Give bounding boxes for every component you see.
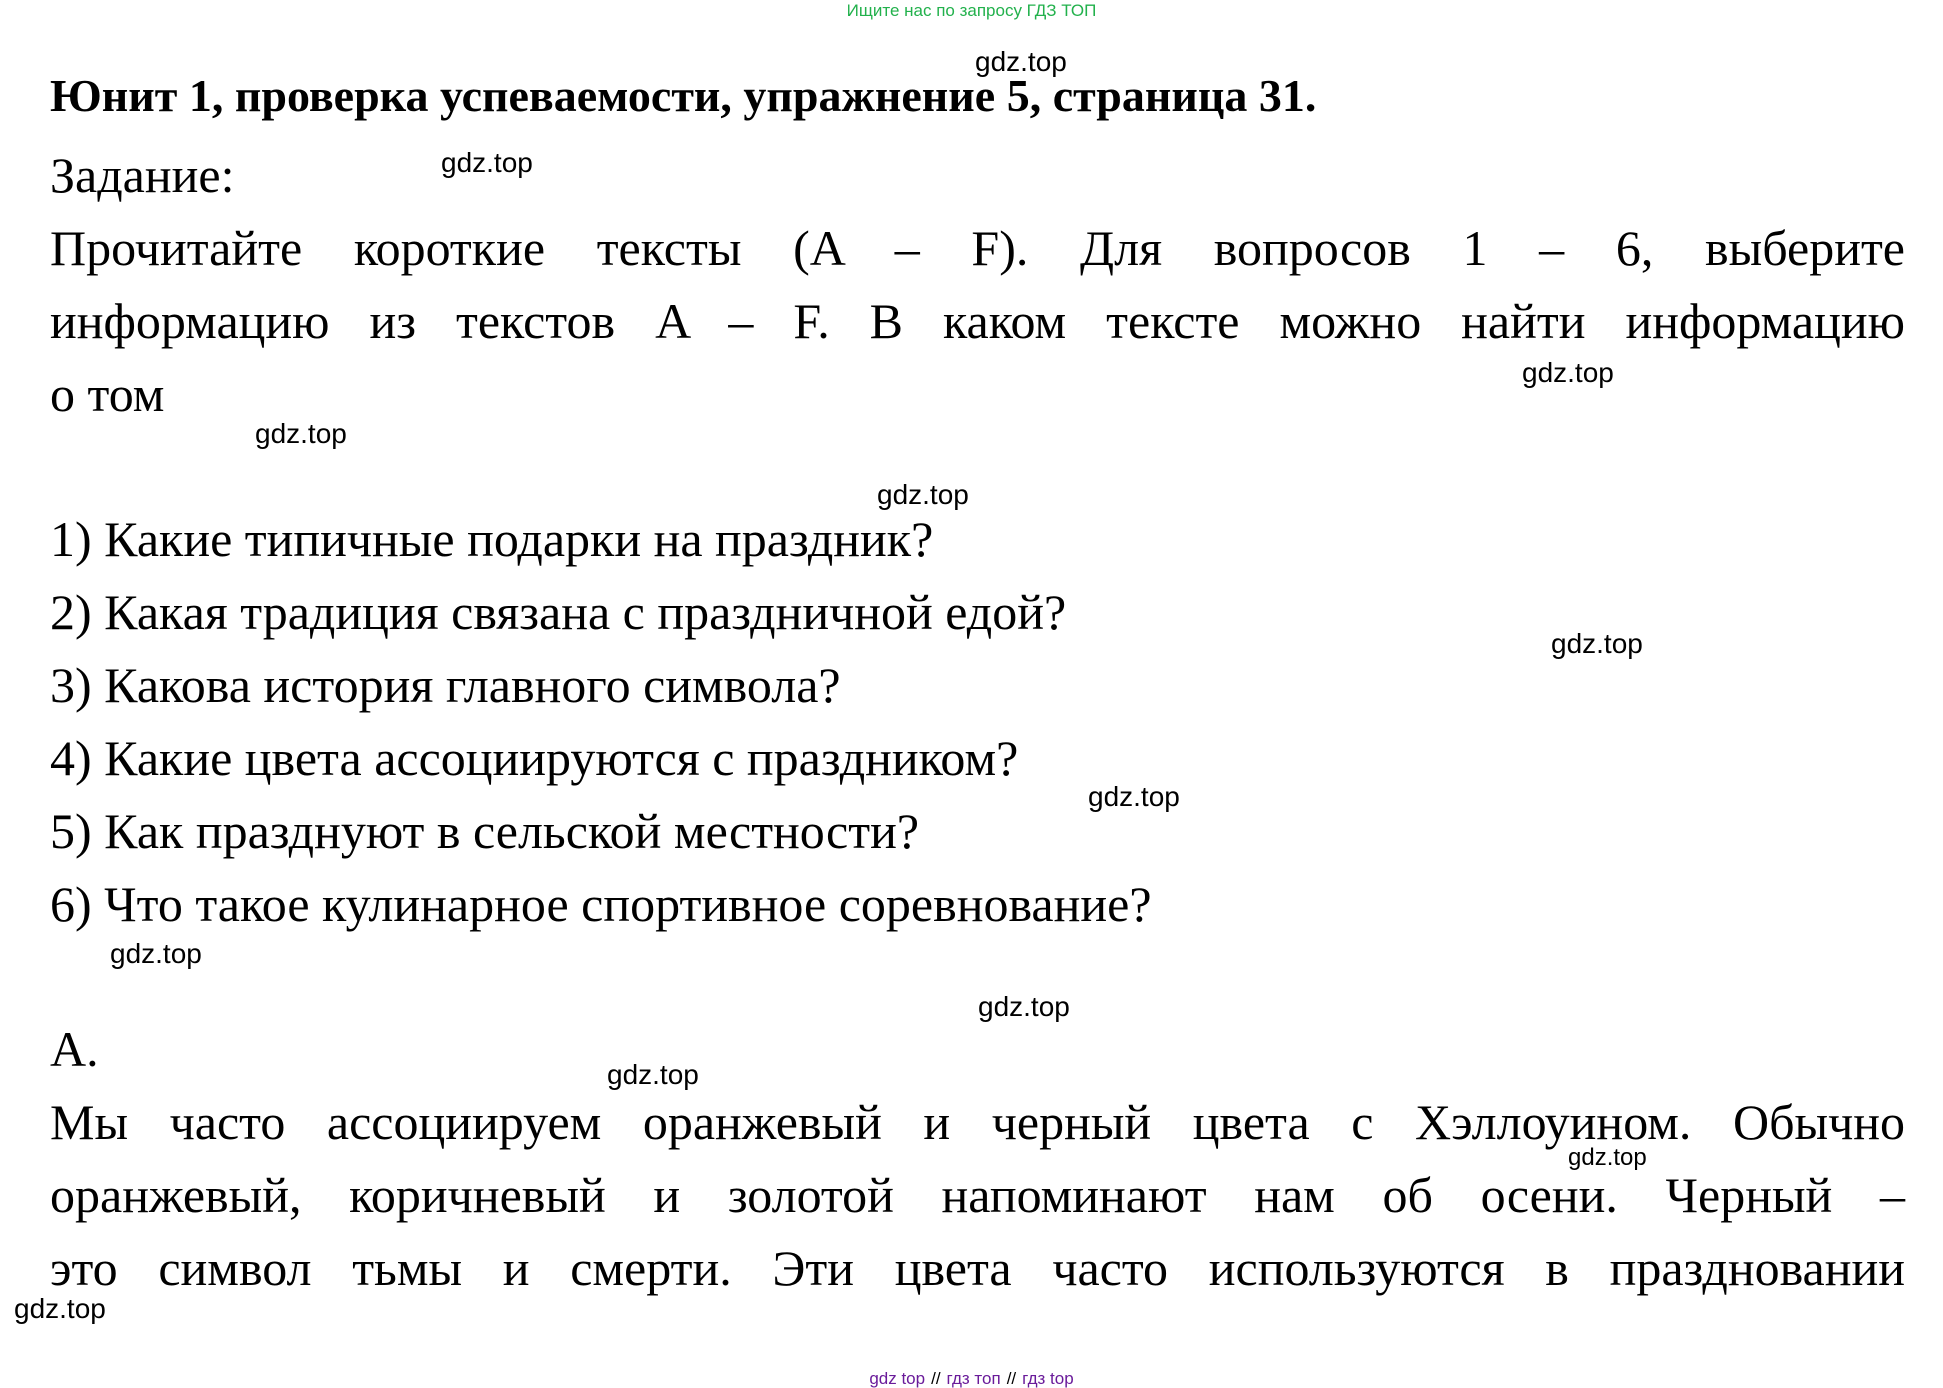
watermark: gdz.top: [607, 1059, 699, 1090]
text-a-line-1: Мы часто ассоциируем оранжевый и черный цвета с Хэллоуином. Обычно: [50, 1094, 1905, 1150]
instruction-line-2: информацию из текстов A – F. В каком тексте можно найти информацию: [50, 293, 1905, 349]
watermark: gdz.top: [877, 479, 969, 510]
question-4: 4) Какие цвета ассоциируются с праздником?: [50, 730, 1019, 786]
watermark: gdz.top: [441, 147, 533, 178]
footer-link[interactable]: гдз топ: [946, 1369, 1001, 1388]
watermark: gdz.top: [975, 46, 1067, 77]
watermark: gdz.top: [1551, 628, 1643, 659]
instruction-line-1: Прочитайте короткие тексты (A – F). Для вопросов 1 – 6, выберите: [50, 220, 1905, 276]
watermark: gdz.top: [110, 938, 202, 969]
footer-links: [0, 1370, 1943, 1388]
watermark: gdz.top: [978, 991, 1070, 1022]
watermark: gdz.top: [1088, 781, 1180, 812]
footer-separator: //: [931, 1369, 941, 1388]
question-5: 5) Как празднуют в сельской местности?: [50, 803, 920, 859]
footer-link[interactable]: гдз top: [1022, 1369, 1074, 1388]
footer-link[interactable]: gdz top: [869, 1369, 926, 1388]
question-6: 6) Что такое кулинарное спортивное соревнование?: [50, 876, 1152, 932]
question-1: 1) Какие типичные подарки на праздник?: [50, 511, 934, 567]
search-hint-banner: Ищите нас по запросу ГДЗ ТОП: [846, 1, 1097, 20]
text-a-line-2: оранжевый, коричневый и золотой напоминают нам об осени. Черный –: [50, 1167, 1905, 1223]
question-3: 3) Какова история главного символа?: [50, 657, 841, 713]
question-2: 2) Какая традиция связана с праздничной едой?: [50, 584, 1067, 640]
watermark: gdz.top: [1568, 1144, 1647, 1171]
footer-separator: //: [1006, 1369, 1017, 1388]
task-label: Задание:: [50, 147, 235, 203]
watermark: gdz.top: [255, 418, 347, 449]
section-label-a: A.: [50, 1021, 99, 1077]
text-a-line-3: это символ тьмы и смерти. Эти цвета часто используются в праздновании: [50, 1240, 1905, 1296]
watermark: gdz.top: [1522, 357, 1614, 388]
instruction-line-3: о том: [50, 366, 165, 422]
watermark: gdz.top: [14, 1293, 106, 1324]
page-title: Юнит 1, проверка успеваемости, упражнение 5, страница 31.: [50, 70, 1317, 121]
